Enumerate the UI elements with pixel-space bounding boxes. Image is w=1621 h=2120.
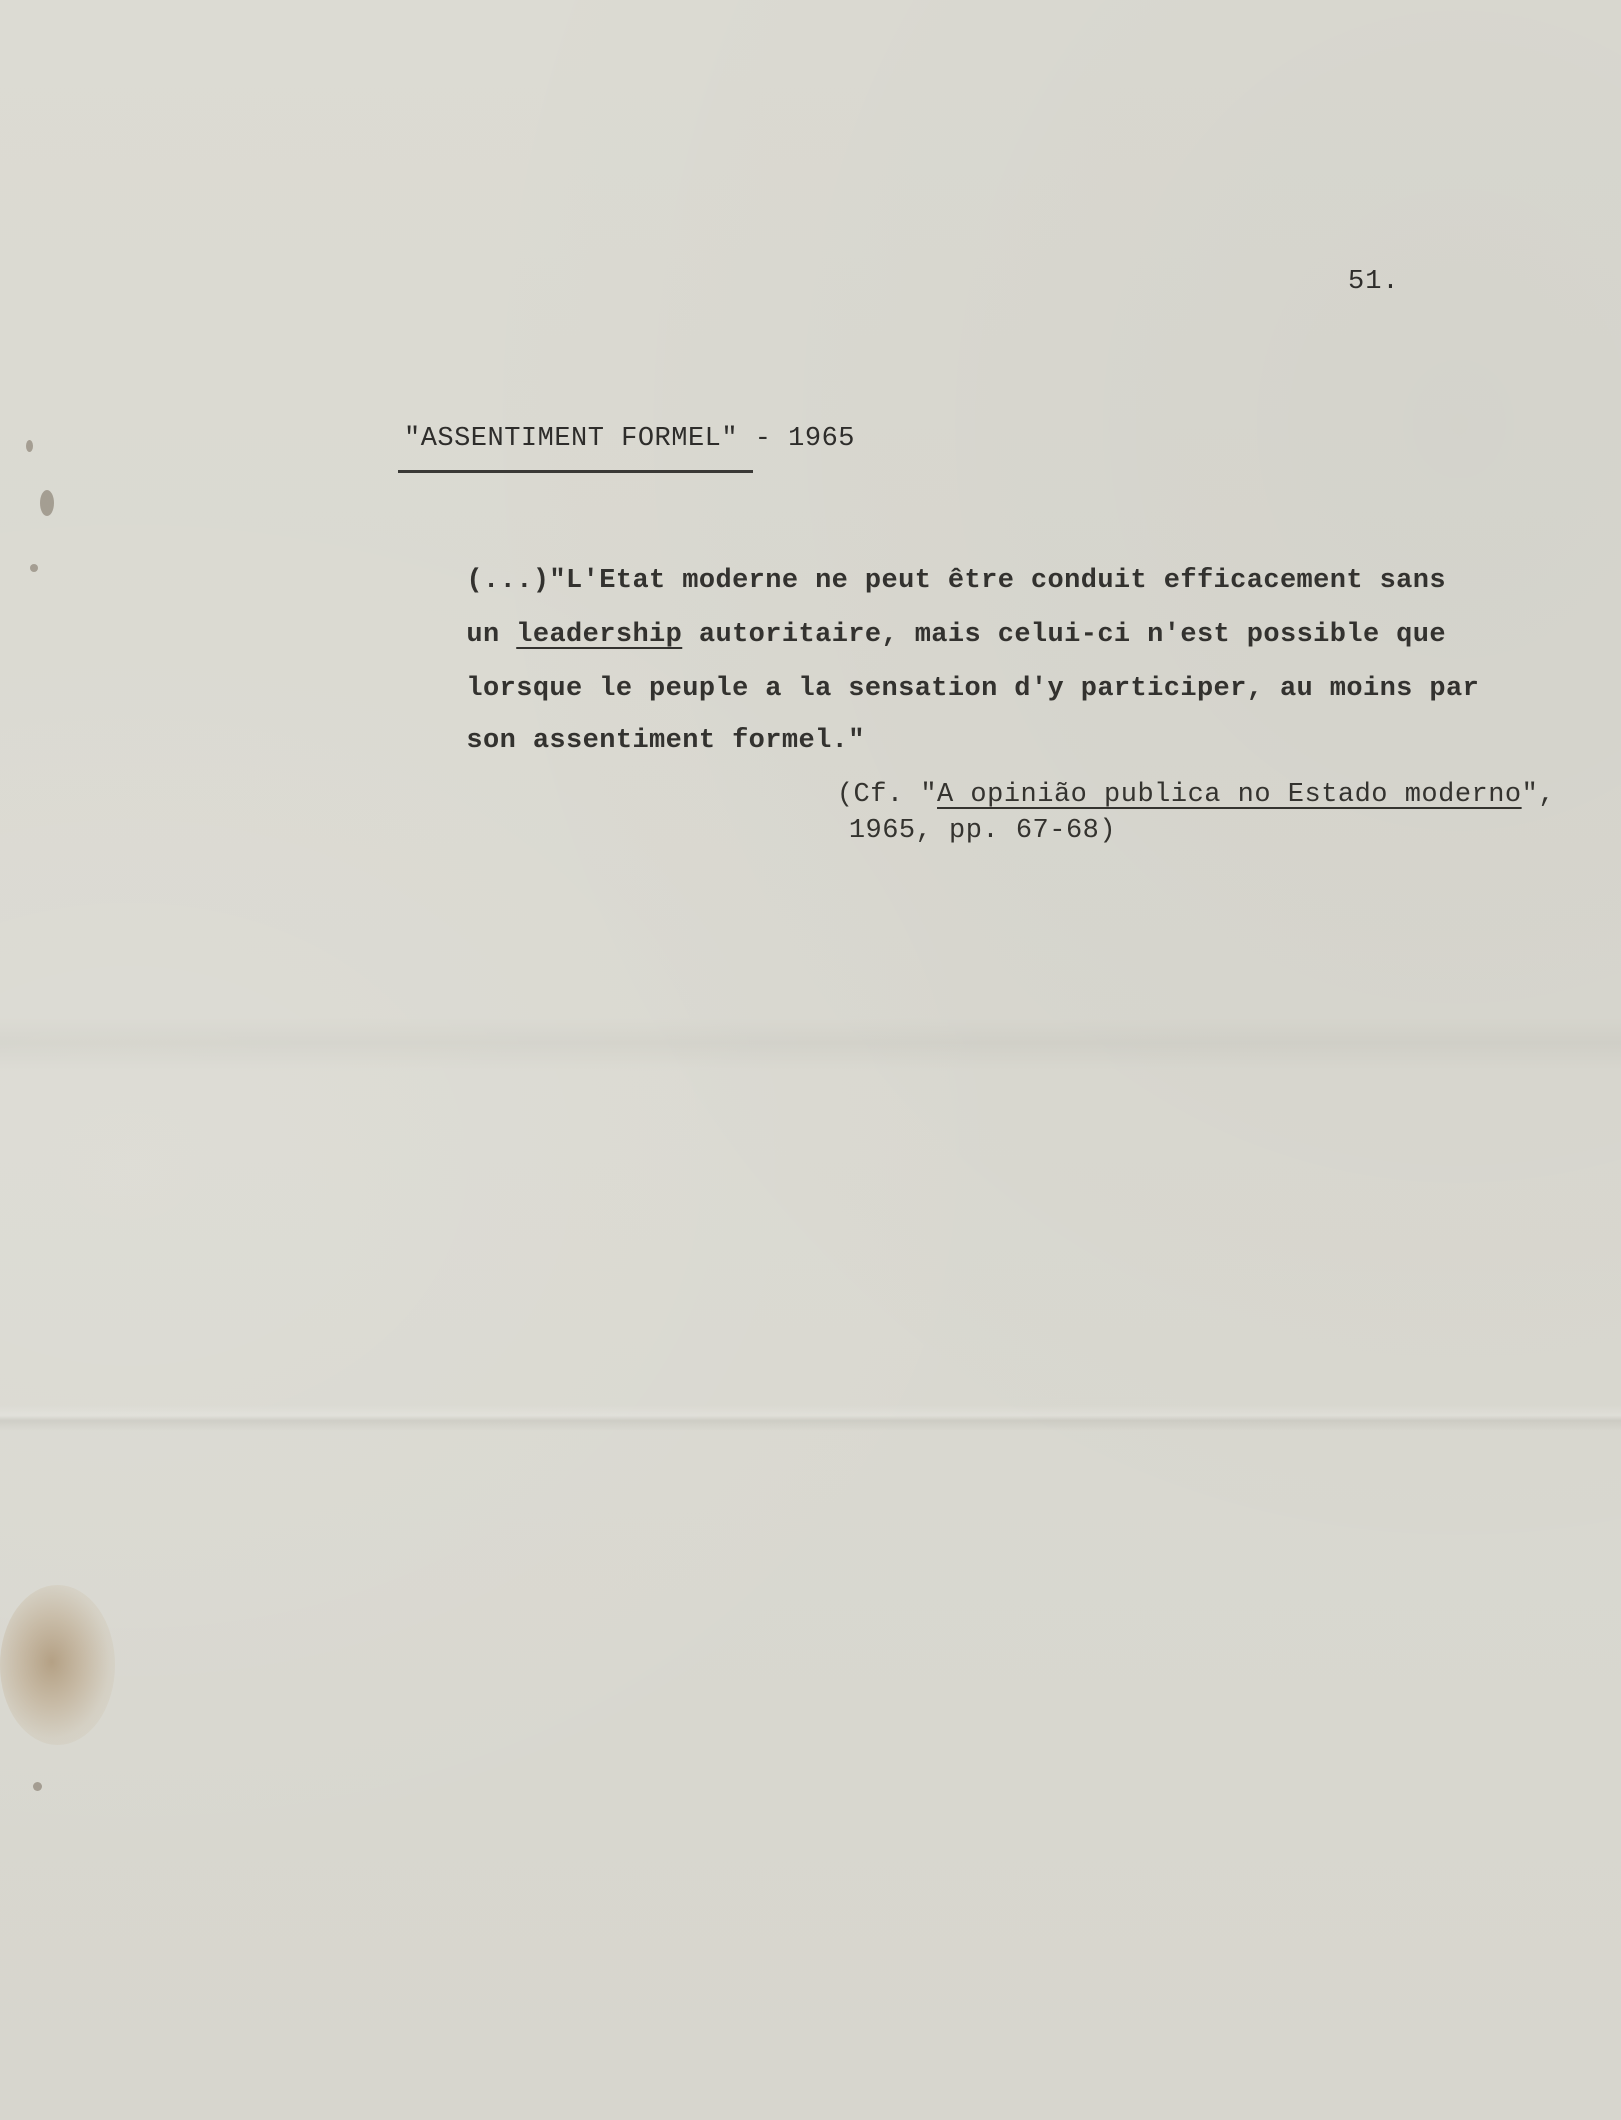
citation-text: (Cf. ": [836, 780, 938, 810]
citation-line-2: [782, 786, 1116, 876]
quote-text: un: [466, 620, 517, 650]
quote-text: son assentiment formel.": [466, 726, 865, 756]
punch-mark: [26, 440, 33, 452]
page-number: 51.: [1348, 267, 1400, 297]
punch-mark: [40, 490, 54, 516]
quote-text: autoritaire, mais celui-ci n'est possible que: [682, 620, 1446, 650]
quote-text: (...)"L'Etat moderne ne peut être conduit efficacement sans: [466, 566, 1446, 596]
citation-text: 1965, pp. 67-68): [848, 816, 1117, 846]
citation-text: ",: [1521, 780, 1556, 810]
punch-mark: [30, 564, 38, 572]
paper-fold: [0, 1405, 1621, 1431]
heading-underline: [398, 470, 753, 473]
punch-mark: [33, 1782, 42, 1791]
section-heading: "ASSENTIMENT FORMEL" - 1965: [404, 424, 855, 454]
underlined-term: leadership: [516, 620, 683, 650]
citation-title: A opinião publica no Estado moderno: [937, 780, 1522, 810]
quote-text: lorsque le peuple a la sensation d'y participer, au moins par: [466, 674, 1480, 704]
paper-stain: [0, 1585, 115, 1745]
